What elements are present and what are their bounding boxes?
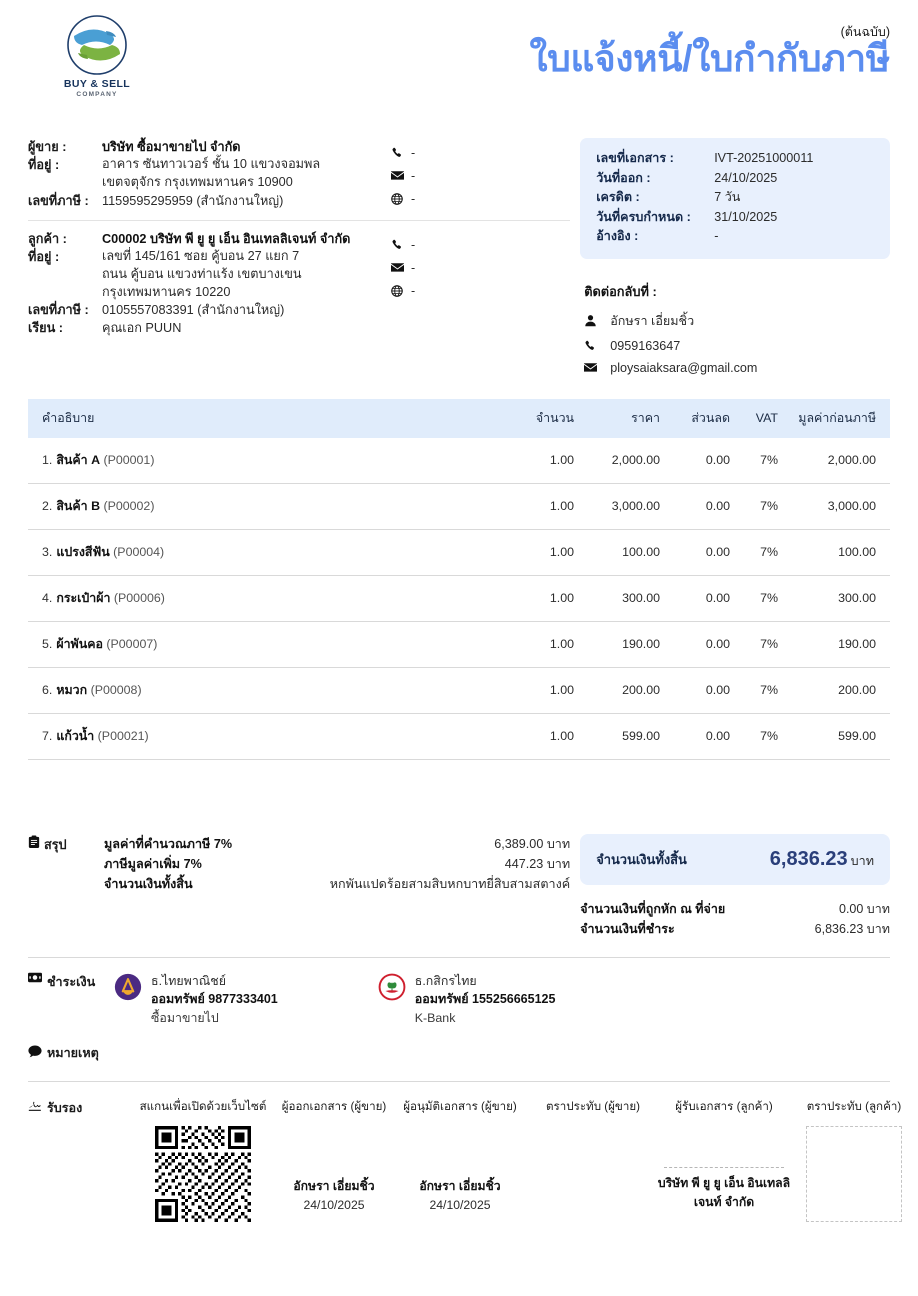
logo-mark-icon: [66, 14, 128, 76]
certify-column-receiver: [656, 1098, 792, 1222]
customer-website: -: [411, 283, 416, 298]
contact-person: อักษรา เอี่ยมชิ้ว: [610, 313, 695, 328]
issue-date-label: วันที่ออก :: [596, 170, 651, 185]
column-header-price: ราคา: [580, 399, 666, 438]
seller-address-line-1: อาคาร ซันทาวเวอร์ ชั้น 10 แขวงจอมพล: [102, 157, 321, 172]
certify-divider: [28, 1081, 890, 1082]
bank-account-number: ออมทรัพย์ 155256665125: [414, 992, 556, 1007]
column-header-amount: มูลค่าก่อนภาษี: [784, 399, 890, 438]
customer-contact-icons: [391, 230, 451, 337]
item-name: แปรงสีฟัน: [56, 544, 110, 559]
table-row: [28, 667, 890, 713]
taxable-amount-value: 6,389.00 บาท: [494, 836, 571, 851]
summary-section: [28, 834, 890, 940]
signature-area[interactable]: [656, 1126, 792, 1222]
item-name: แก้วน้ำ: [56, 728, 95, 743]
seller-contact-icons: [391, 138, 451, 210]
globe-icon: [391, 285, 411, 297]
certify-column-title: ตราประทับ (ผู้ขาย): [545, 1100, 641, 1114]
grand-total-box: [580, 834, 890, 885]
certify-column-customer-stamp: [792, 1098, 916, 1222]
credit-label: เครดิต :: [596, 190, 640, 205]
item-discount: 0.00: [666, 713, 736, 759]
item-code: (P00021): [97, 728, 149, 743]
parties-divider: [28, 220, 570, 221]
certify-column-title: ผู้ออกเอกสาร (ผู้ขาย): [281, 1100, 387, 1114]
logo-subtitle: COMPANY: [76, 91, 118, 98]
customer-address-line-2: ถนน คู้บอน แขวงท่าแร้ง เขตบางเขน: [102, 266, 302, 281]
certify-column-title: ผู้รับเอกสาร (ลูกค้า): [675, 1100, 773, 1114]
signature-name: บริษัท พี ยู ยู เอ็น อินเทลลิเจนท์ จำกัด: [657, 1176, 791, 1210]
kbank-bank-icon: [378, 973, 406, 1001]
customer-block: [28, 230, 570, 337]
column-header-quantity: จำนวน: [498, 399, 580, 438]
table-row: [28, 438, 890, 484]
customer-phone: -: [411, 237, 416, 252]
item-name: ผ้าพันคอ: [56, 636, 103, 651]
table-row: [28, 575, 890, 621]
vat-amount-label: ภาษีมูลค่าเพิ่ม 7%: [104, 856, 202, 871]
item-code: (P00004): [113, 544, 165, 559]
grand-total-amount: 6,836.23: [769, 847, 848, 870]
seller-taxid: 1159595295959 (สำนักงานใหญ่): [102, 193, 284, 208]
envelope-icon: [391, 170, 411, 181]
notes-heading: หมายเหตุ: [47, 1046, 99, 1061]
signature-icon: [28, 1100, 42, 1112]
title-block: [530, 14, 891, 81]
reference-value: -: [714, 229, 719, 244]
customer-address-line-3: กรุงเทพมหานคร 10220: [102, 284, 231, 299]
qr-code[interactable]: [155, 1126, 251, 1222]
payment-heading: [28, 972, 114, 1027]
total-words-label: จำนวนเงินทั้งสิ้น: [104, 877, 193, 892]
net-payable-value: 6,836.23 บาท: [814, 921, 890, 936]
bank-account: [378, 972, 556, 1027]
seller-name: บริษัท ซื้อมาขายไป จำกัด: [102, 140, 241, 154]
due-date-label: วันที่ครบกำหนด :: [596, 209, 691, 224]
withholding-label: จำนวนเงินที่ถูกหัก ณ ที่จ่าย: [580, 901, 726, 916]
row-index: 5.: [42, 636, 53, 651]
clipboard-icon: [28, 835, 40, 849]
envelope-icon: [584, 362, 610, 373]
item-vat: 7%: [736, 529, 784, 575]
item-name: สินค้า A: [56, 452, 101, 467]
certify-column-title: ตราประทับ (ลูกค้า): [806, 1100, 902, 1114]
document-info-box: [580, 138, 890, 259]
certify-column-issuer: [278, 1098, 390, 1222]
seller-address-label: ที่อยู่ :: [28, 158, 60, 173]
item-name: หมวก: [56, 682, 88, 697]
item-discount: 0.00: [666, 483, 736, 529]
item-amount: 100.00: [784, 529, 890, 575]
line-items-table: [28, 399, 890, 760]
item-amount: 190.00: [784, 621, 890, 667]
column-header-discount: ส่วนลด: [666, 399, 736, 438]
payment-heading-label: ชำระเงิน: [47, 975, 96, 990]
customer-email: -: [411, 260, 416, 275]
item-price: 100.00: [580, 529, 666, 575]
item-quantity: 1.00: [498, 438, 580, 484]
row-index: 1.: [42, 452, 53, 467]
item-quantity: 1.00: [498, 667, 580, 713]
bank-list: [114, 972, 890, 1027]
certify-column-qr: [128, 1098, 278, 1222]
item-discount: 0.00: [666, 575, 736, 621]
item-discount: 0.00: [666, 529, 736, 575]
document-header: [28, 14, 890, 126]
seller-block: [28, 138, 570, 210]
seller-address-line-2: เขตจตุจักร กรุงเทพมหานคร 10900: [102, 174, 293, 189]
column-header-description: คำอธิบาย: [28, 399, 498, 438]
customer-address-label: ที่อยู่ :: [28, 250, 60, 265]
page-title: ใบแจ้งหนี้/ใบกำกับภาษี: [529, 38, 890, 79]
person-icon: [584, 314, 610, 327]
payment-section: [28, 972, 890, 1027]
customer-taxid: 0105557083391 (สำนักงานใหญ่): [102, 303, 285, 318]
item-name: สินค้า B: [56, 498, 101, 513]
customer-name-label: ลูกค้า :: [28, 232, 67, 246]
seller-email: -: [411, 168, 416, 183]
signature-area[interactable]: [390, 1126, 530, 1222]
signature-name: อักษรา เอี่ยมชิ้ว: [419, 1179, 501, 1194]
seller-name-label: ผู้ขาย :: [28, 140, 67, 154]
bank-account-number: ออมทรัพย์ 9877333401: [151, 992, 278, 1007]
banknote-icon: [28, 972, 42, 983]
table-row: [28, 529, 890, 575]
item-price: 190.00: [580, 621, 666, 667]
line-items-section: [28, 399, 890, 760]
row-index: 6.: [42, 682, 53, 697]
table-row: [28, 483, 890, 529]
bank-name: ธ.ไทยพาณิชย์: [151, 974, 226, 989]
item-amount: 200.00: [784, 667, 890, 713]
bank-account-holder: K-Bank: [414, 1010, 456, 1025]
summary-heading: [28, 834, 104, 940]
item-vat: 7%: [736, 713, 784, 759]
certification-columns: [128, 1098, 916, 1222]
table-row: [28, 713, 890, 759]
item-quantity: 1.00: [498, 529, 580, 575]
signature-date: 24/10/2025: [303, 1198, 365, 1213]
column-header-vat: VAT: [736, 399, 784, 438]
customer-name: C00002 บริษัท พี ยู ยู เอ็น อินเทลลิเจนท์ จำกัด: [102, 232, 351, 246]
grand-total-unit: บาท: [850, 853, 874, 868]
payment-divider: [28, 957, 890, 958]
row-index: 4.: [42, 590, 53, 605]
doc-number-label: เลขที่เอกสาร :: [596, 151, 674, 165]
globe-icon: [391, 193, 411, 205]
parties-section: [28, 138, 890, 383]
item-vat: 7%: [736, 575, 784, 621]
stamp-box[interactable]: [806, 1126, 902, 1222]
item-code: (P00001): [103, 452, 155, 467]
credit-value: 7 วัน: [714, 190, 741, 205]
row-index: 3.: [42, 544, 53, 559]
item-price: 599.00: [580, 713, 666, 759]
item-discount: 0.00: [666, 621, 736, 667]
item-price: 3,000.00: [580, 483, 666, 529]
table-header: [28, 399, 890, 438]
withholding-value: 0.00 บาท: [839, 901, 890, 916]
due-date-value: 31/10/2025: [714, 209, 778, 224]
table-row: [28, 621, 890, 667]
item-price: 300.00: [580, 575, 666, 621]
certify-column-title: ผู้อนุมัติเอกสาร (ผู้ขาย): [403, 1100, 517, 1114]
stamp-area[interactable]: [530, 1126, 656, 1222]
customer-attn-label: เรียน :: [28, 321, 64, 336]
certify-column-approver: [390, 1098, 530, 1222]
signature-date: 24/10/2025: [429, 1198, 491, 1213]
contact-email[interactable]: ploysaiaksara@gmail.com: [610, 360, 758, 375]
withholding-rows: [580, 899, 890, 940]
signature-line: [664, 1167, 784, 1168]
reference-label: อ้างอิง :: [596, 229, 639, 244]
customer-taxid-label: เลขที่ภาษี :: [28, 303, 89, 318]
summary-heading-label: สรุป: [44, 837, 67, 852]
notes-section: [28, 1043, 890, 1063]
item-discount: 0.00: [666, 438, 736, 484]
bank-account-holder: ซื้อมาขายไป: [151, 1010, 219, 1025]
certification-section: [28, 1098, 902, 1222]
item-code: (P00002): [103, 498, 155, 513]
contact-phone[interactable]: 0959163647: [610, 338, 681, 353]
item-amount: 2,000.00: [784, 438, 890, 484]
parties-left-column: [28, 138, 570, 383]
contact-back-title: ติดต่อกลับที่ :: [584, 283, 657, 299]
item-vat: 7%: [736, 483, 784, 529]
seller-taxid-label: เลขที่ภาษี :: [28, 193, 89, 208]
taxable-amount-label: มูลค่าที่คำนวณภาษี 7%: [104, 836, 233, 851]
item-code: (P00007): [106, 636, 158, 651]
seller-website: -: [411, 191, 416, 206]
item-quantity: 1.00: [498, 483, 580, 529]
row-index: 7.: [42, 728, 53, 743]
item-code: (P00008): [90, 682, 142, 697]
scb-bank-icon: [114, 973, 142, 1001]
phone-icon: [391, 239, 411, 251]
item-discount: 0.00: [666, 667, 736, 713]
seller-phone: -: [411, 145, 416, 160]
item-price: 2,000.00: [580, 438, 666, 484]
item-code: (P00006): [113, 590, 165, 605]
item-price: 200.00: [580, 667, 666, 713]
signature-area[interactable]: [278, 1126, 390, 1222]
customer-address-line-1: เลขที่ 145/161 ซอย คู้บอน 27 แยก 7: [102, 249, 300, 264]
item-vat: 7%: [736, 667, 784, 713]
logo-title: BUY & SELL: [63, 78, 131, 90]
grand-total-label: จำนวนเงินทั้งสิ้น: [596, 851, 687, 867]
bank-name: ธ.กสิกรไทย: [414, 974, 477, 989]
summary-left: [28, 834, 570, 940]
item-amount: 300.00: [784, 575, 890, 621]
vat-amount-value: 447.23 บาท: [504, 856, 571, 871]
row-index: 2.: [42, 498, 53, 513]
item-amount: 599.00: [784, 713, 890, 759]
item-quantity: 1.00: [498, 575, 580, 621]
item-amount: 3,000.00: [784, 483, 890, 529]
summary-right: [570, 834, 890, 940]
company-logo: [52, 14, 142, 98]
table-body: [28, 438, 890, 760]
signature-name: อักษรา เอี่ยมชิ้ว: [293, 1179, 375, 1194]
comment-icon: [28, 1045, 42, 1058]
phone-icon: [584, 340, 610, 352]
item-quantity: 1.00: [498, 621, 580, 667]
item-vat: 7%: [736, 438, 784, 484]
customer-attn: คุณเอก PUUN: [102, 321, 182, 336]
parties-right-column: [570, 138, 890, 383]
item-vat: 7%: [736, 621, 784, 667]
certification-heading: [28, 1098, 128, 1222]
copy-tag: (ต้นฉบับ): [840, 25, 890, 39]
contact-back-block: [580, 281, 890, 375]
net-payable-label: จำนวนเงินที่ชำระ: [580, 921, 675, 936]
envelope-icon: [391, 262, 411, 273]
item-name: กระเป๋าผ้า: [56, 590, 111, 605]
issue-date-value: 24/10/2025: [714, 170, 778, 185]
certify-column-seller-stamp: [530, 1098, 656, 1222]
certification-heading-label: รับรอง: [47, 1101, 83, 1116]
summary-rows: [104, 834, 570, 940]
doc-number-value: IVT-20251000011: [714, 151, 814, 165]
certify-column-title: สแกนเพื่อเปิดด้วยเว็บไซต์: [139, 1100, 267, 1114]
total-in-words: หกพันแปดร้อยสามสิบหกบาทยี่สิบสามสตางค์: [329, 877, 571, 892]
phone-icon: [391, 147, 411, 159]
item-quantity: 1.00: [498, 713, 580, 759]
bank-account: [114, 972, 278, 1027]
